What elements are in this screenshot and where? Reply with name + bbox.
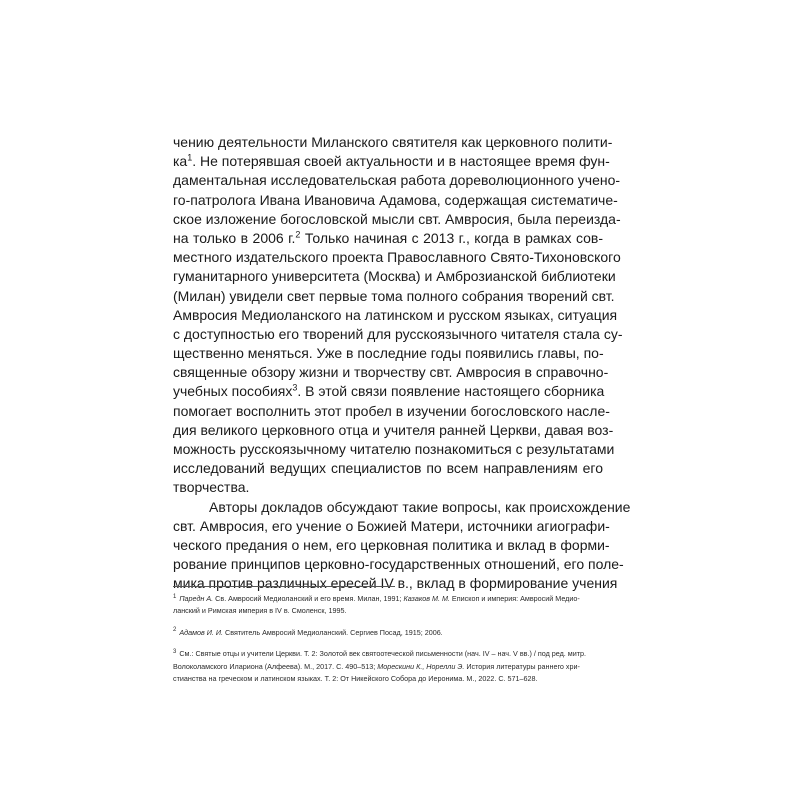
footnotes-block [173,593,603,694]
text-line [173,440,615,459]
text-segment: Авторы докладов обсуждают такие вопросы, как происхождение [209,498,631,515]
text-line [173,478,603,497]
footnote-text: История литературы раннего хри- [464,661,580,671]
text-line [173,191,618,210]
text-line [173,229,603,248]
text-segment: (Милан) увидели свет первые тома полного собрания творений свт. [173,287,615,304]
text-segment: Только начиная с 2013 г., когда в рамках сов- [300,229,603,246]
text-segment: можность русскоязычному читателю познакомиться с результатами [173,441,615,457]
footnote-text: Святитель Амвросий Медиоланский. Сергиев Посад, 1915; 2006. [223,627,443,637]
footnote-2 [173,627,603,639]
text-segment: даментальная исследовательская работа дореволюционного учено- [173,172,621,189]
footnote-text: ланский и Римская империя в IV в. Смоленск, 1995. [173,606,347,616]
main-text-block [173,133,631,594]
footnote-author: Казаков М. М. [403,594,450,603]
text-segment: чению деятельности Миланского святителя как церковного полити- [173,134,613,150]
text-segment: помогает восполнить этот пробел в изучении богословского насле- [173,402,610,419]
text-segment: свт. Амвросия, его учение о Божией Матери, источники агиографи- [173,517,610,534]
text-segment: Амвросия Медиоланского на латинском и русском языках, ситуация [173,306,618,323]
footnote-text: См.: Святые отцы и учители Церкви. Т. 2: Золотой век святоотеческой письменности (нач. IV – нач. V вв.) / под ред. митр. [179,649,587,659]
text-line [173,574,618,593]
text-segment: исследований ведущих специалистов по всем направлениям его [173,460,603,477]
text-line [173,248,621,267]
footnote-text: Св. Амвросий Медиоланский и его время. Милан, 1991; [213,594,404,603]
text-segment: го-патролога Ивана Ивановича Адамова, содержащая систематиче- [173,191,618,208]
footnote-1 [173,593,603,618]
text-line [173,421,614,440]
paragraph-1 [173,133,623,498]
text-line [173,133,613,152]
footnote-text: Епископ и империя: Амвросий Медио- [449,594,580,603]
text-line [173,459,603,478]
footnote-author: Адамов И. И. [179,627,224,637]
text-line [173,498,631,517]
footnote-number: 3 [173,648,177,655]
footnote-number: 2 [173,627,177,634]
text-line [173,267,616,286]
footnote-reference[interactable]: 3 [292,382,298,393]
footnote-line [173,627,603,639]
text-line [173,344,603,363]
footnote-line [173,605,603,617]
text-segment: учебных пособиях [173,383,293,400]
text-segment: ка [173,153,188,170]
footnote-author: Морескини К., Норелли Э. [377,661,465,671]
text-line [173,325,623,344]
text-segment: местного издательского проекта Православного Свято-Тихоновского [173,249,621,266]
footnote-line [173,661,603,673]
text-segment: с доступностью его творений для русскоязычного читателя стала су- [173,325,623,342]
text-line [173,363,609,382]
text-line [173,555,624,574]
footnote-line [173,673,603,685]
text-line [173,517,610,536]
text-segment: . В этой связи появление настоящего сборника [297,383,605,400]
footnote-separator [173,586,395,587]
text-line [173,171,621,190]
footnote-line [173,648,603,660]
text-segment: мика против различных ересей IV в., вклад в формирование учения [173,575,618,592]
footnote-reference[interactable]: 1 [187,152,193,163]
text-segment: ское изложение богословской мысли свт. Амвросия, была переизда- [173,210,621,227]
footnote-3 [173,648,603,685]
footnote-line [173,593,603,605]
text-segment: творчества. [173,479,250,496]
text-line [173,402,610,421]
footnote-number: 1 [173,593,177,600]
text-line [173,306,618,325]
text-segment: дия великого церковного отца и учителя ранней Церкви, давая воз- [173,421,614,438]
text-segment: . Не потерявшая своей актуальности и в настоящее время фун- [192,153,610,170]
text-segment: священные обзору жизни и творчеству свт. Амвросия в справочно- [173,364,609,381]
text-line [173,287,615,306]
footnote-author: Паредн А. [179,594,214,603]
text-segment: щественно меняться. Уже в последние годы появились главы, по- [173,345,604,362]
text-segment: рование принципов церковно-государственных отношений, его поле- [173,556,624,573]
text-segment: на только в 2006 г. [173,229,296,246]
text-line [173,152,610,171]
text-segment: ческого предания о нем, его церковная политика и вклад в форми- [173,536,610,553]
footnote-reference[interactable]: 2 [295,229,301,240]
text-line [173,382,603,401]
footnote-text: Волоколамского Илариона (Алфеева). М., 2017. С. 490–513; [173,661,378,671]
text-line [173,210,621,229]
paragraph-2 [173,498,631,594]
text-segment: гуманитарного университета (Москва) и Амброзианской библиотеки [173,268,616,285]
text-line [173,536,610,555]
footnote-text: стианства на греческом и латинском языках. Т. 2: От Никейского Собора до Иеронима. М., 2022. С. 571–628. [173,674,538,684]
